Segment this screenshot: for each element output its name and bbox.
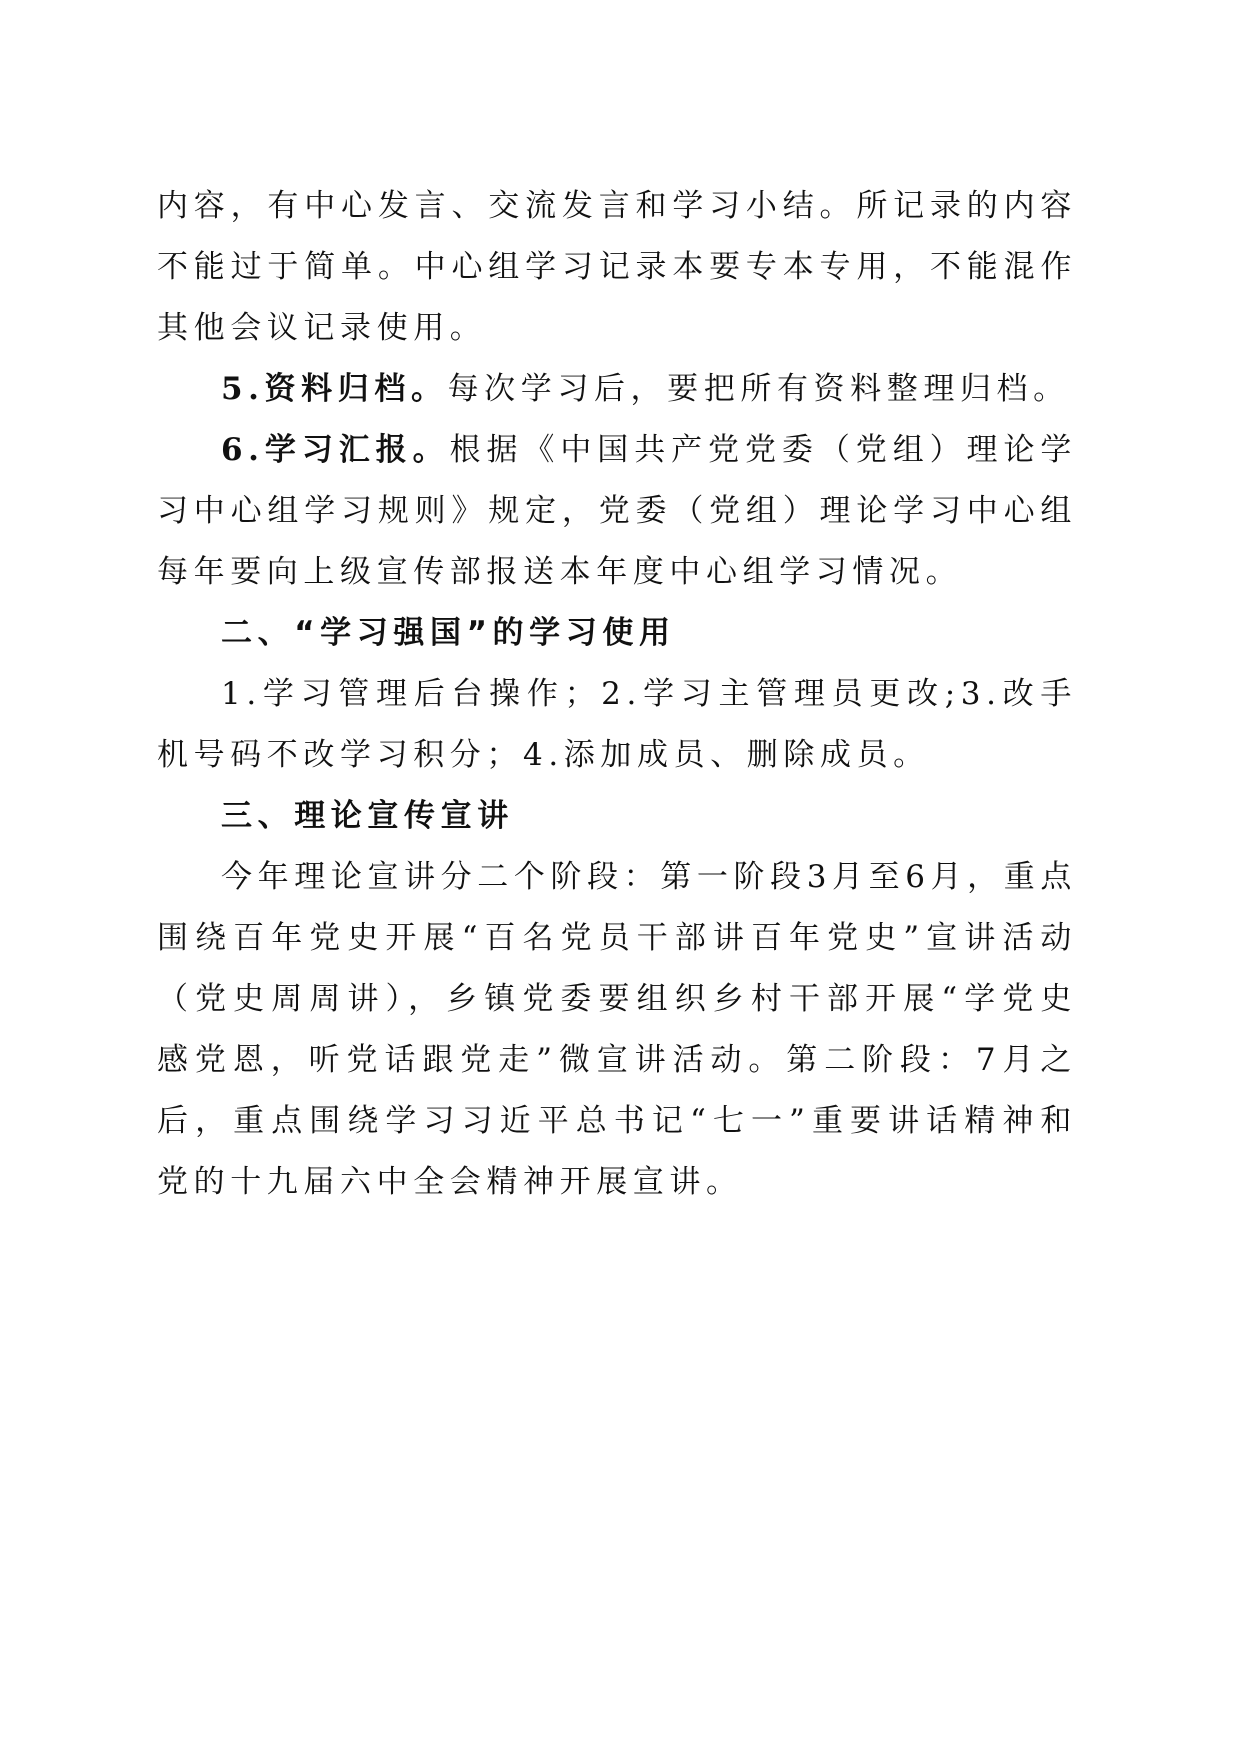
paragraph-xuexi-items: 1.学习管理后台操作；2.学习主管理员更改;3.改手机号码不改学习积分；4.添加成员、删除成员。 bbox=[157, 676, 1077, 773]
paragraph-reporting-body: 根据《中国共产党党委（党组）理论学习中心组学习规则》规定，党委（党组）理论学习中心组每年要向上级宣传部报送本年度中心组学习情况。 bbox=[157, 432, 1078, 590]
paragraph-record-content: 内容，有中心发言、交流发言和学习小结。所记录的内容不能过于简单。中心组学习记录本要专本专用，不能混作其他会议记录使用。 bbox=[157, 188, 1077, 346]
section-heading-xuexi-qiangguo: 二、“学习强国”的学习使用 bbox=[221, 615, 676, 651]
paragraph-reporting bbox=[157, 420, 1077, 603]
document-body bbox=[157, 176, 1077, 1213]
section-heading-theory-publicity: 三、理论宣传宣讲 bbox=[221, 798, 514, 834]
paragraph-theory-publicity: 今年理论宣讲分二个阶段：第一阶段3月至6月，重点围绕百年党史开展“百名党员干部讲百年党史”宣讲活动（党史周周讲），乡镇党委要组织乡村干部开展“学党史感党恩，听党话跟党走”微宣讲活动。第二阶段：7月之后，重点围绕学习习近平总书记“七一”重要讲话精神和党的十九届六中全会精神开展宣讲。 bbox=[157, 859, 1077, 1200]
paragraph-archiving-body: 每次学习后，要把所有资料整理归档。 bbox=[447, 371, 1070, 407]
paragraph-archiving bbox=[157, 359, 1077, 420]
paragraph-archiving-title: 5.资料归档。 bbox=[221, 371, 448, 407]
paragraph-reporting-title: 6.学习汇报。 bbox=[221, 432, 450, 468]
